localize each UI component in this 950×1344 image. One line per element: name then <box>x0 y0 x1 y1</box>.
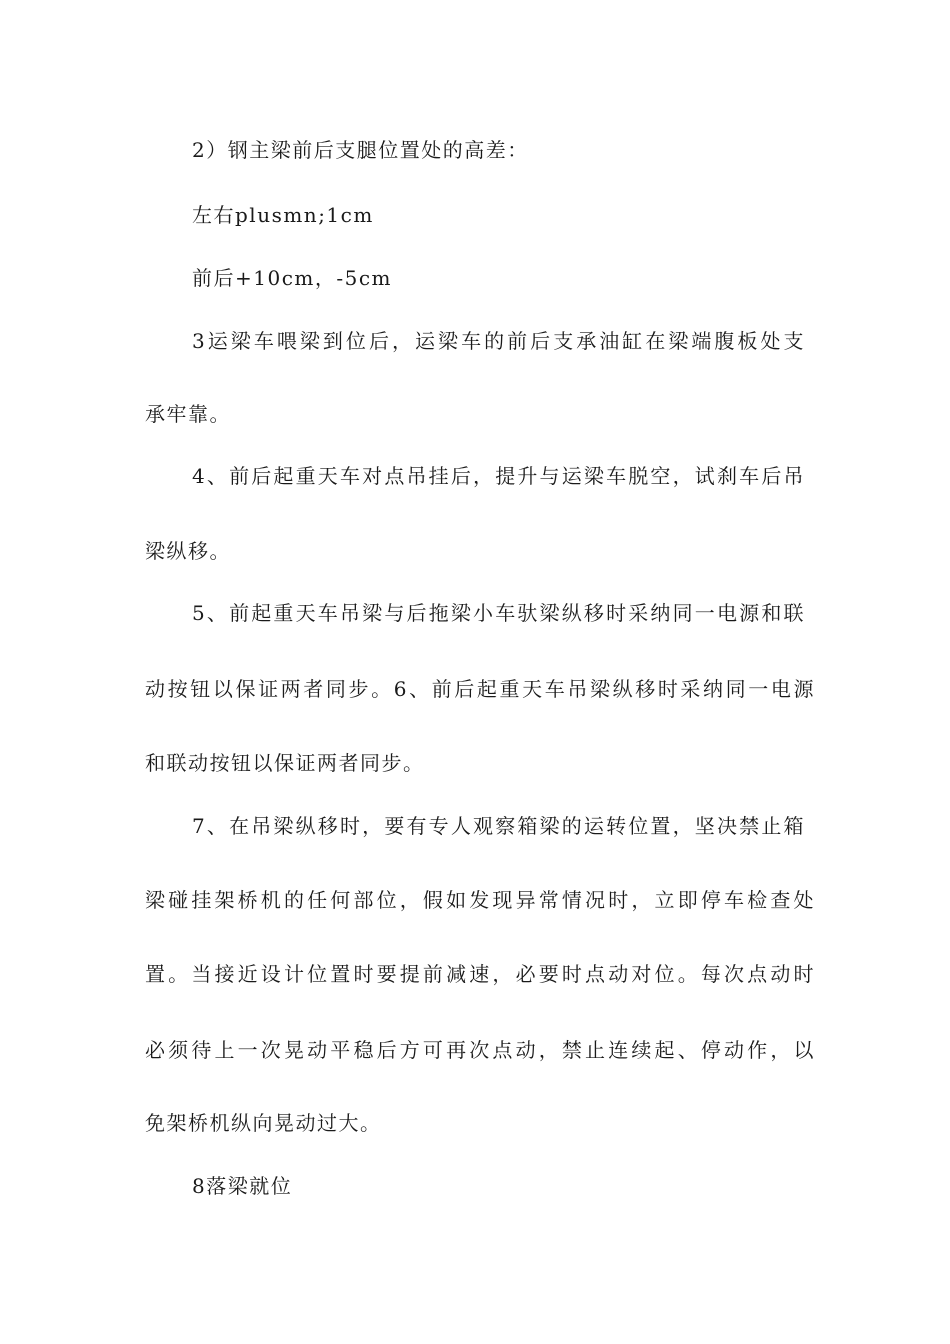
text-line-item7-part2: 梁碰挂架桥机的任何部位，假如发现异常情况时，立即停车检查处 <box>145 888 815 912</box>
text-line-item5-part1: 5、前起重天车吊梁与后拖梁小车驮梁纵移时采纳同一电源和联 <box>192 601 805 625</box>
text-line-item7-part4: 必须待上一次晃动平稳后方可再次点动，禁止连续起、停动作，以 <box>145 1038 815 1062</box>
text-line-heading-height-difference: 2）钢主梁前后支腿位置处的高差： <box>192 138 529 162</box>
text-line-item3-part2: 承牢靠。 <box>145 402 231 426</box>
text-line-item7-part3: 置。当接近设计位置时要提前减速，必要时点动对位。每次点动时 <box>145 962 815 986</box>
text-line-item5-part2: 动按钮以保证两者同步。6、前后起重天车吊梁纵移时采纳同一电源 <box>145 677 815 701</box>
text-line-item4-part1: 4、前后起重天车对点吊挂后，提升与运梁车脱空，试刹车后吊 <box>192 464 805 488</box>
text-line-item8-heading: 8落梁就位 <box>192 1174 293 1198</box>
text-line-left-right-tolerance: 左右plusmn;1cm <box>192 203 374 227</box>
text-line-item7-part5: 免架桥机纵向晃动过大。 <box>145 1111 382 1135</box>
text-line-item4-part2: 梁纵移。 <box>145 539 231 563</box>
text-line-front-back-tolerance: 前后+10cm，-5cm <box>192 266 393 290</box>
text-line-item6-end: 和联动按钮以保证两者同步。 <box>145 751 425 775</box>
text-line-item3-part1: 3运梁车喂梁到位后，运梁车的前后支承油缸在梁端腹板处支 <box>192 329 805 353</box>
text-line-item7-part1: 7、在吊梁纵移时，要有专人观察箱梁的运转位置，坚决禁止箱 <box>192 814 805 838</box>
